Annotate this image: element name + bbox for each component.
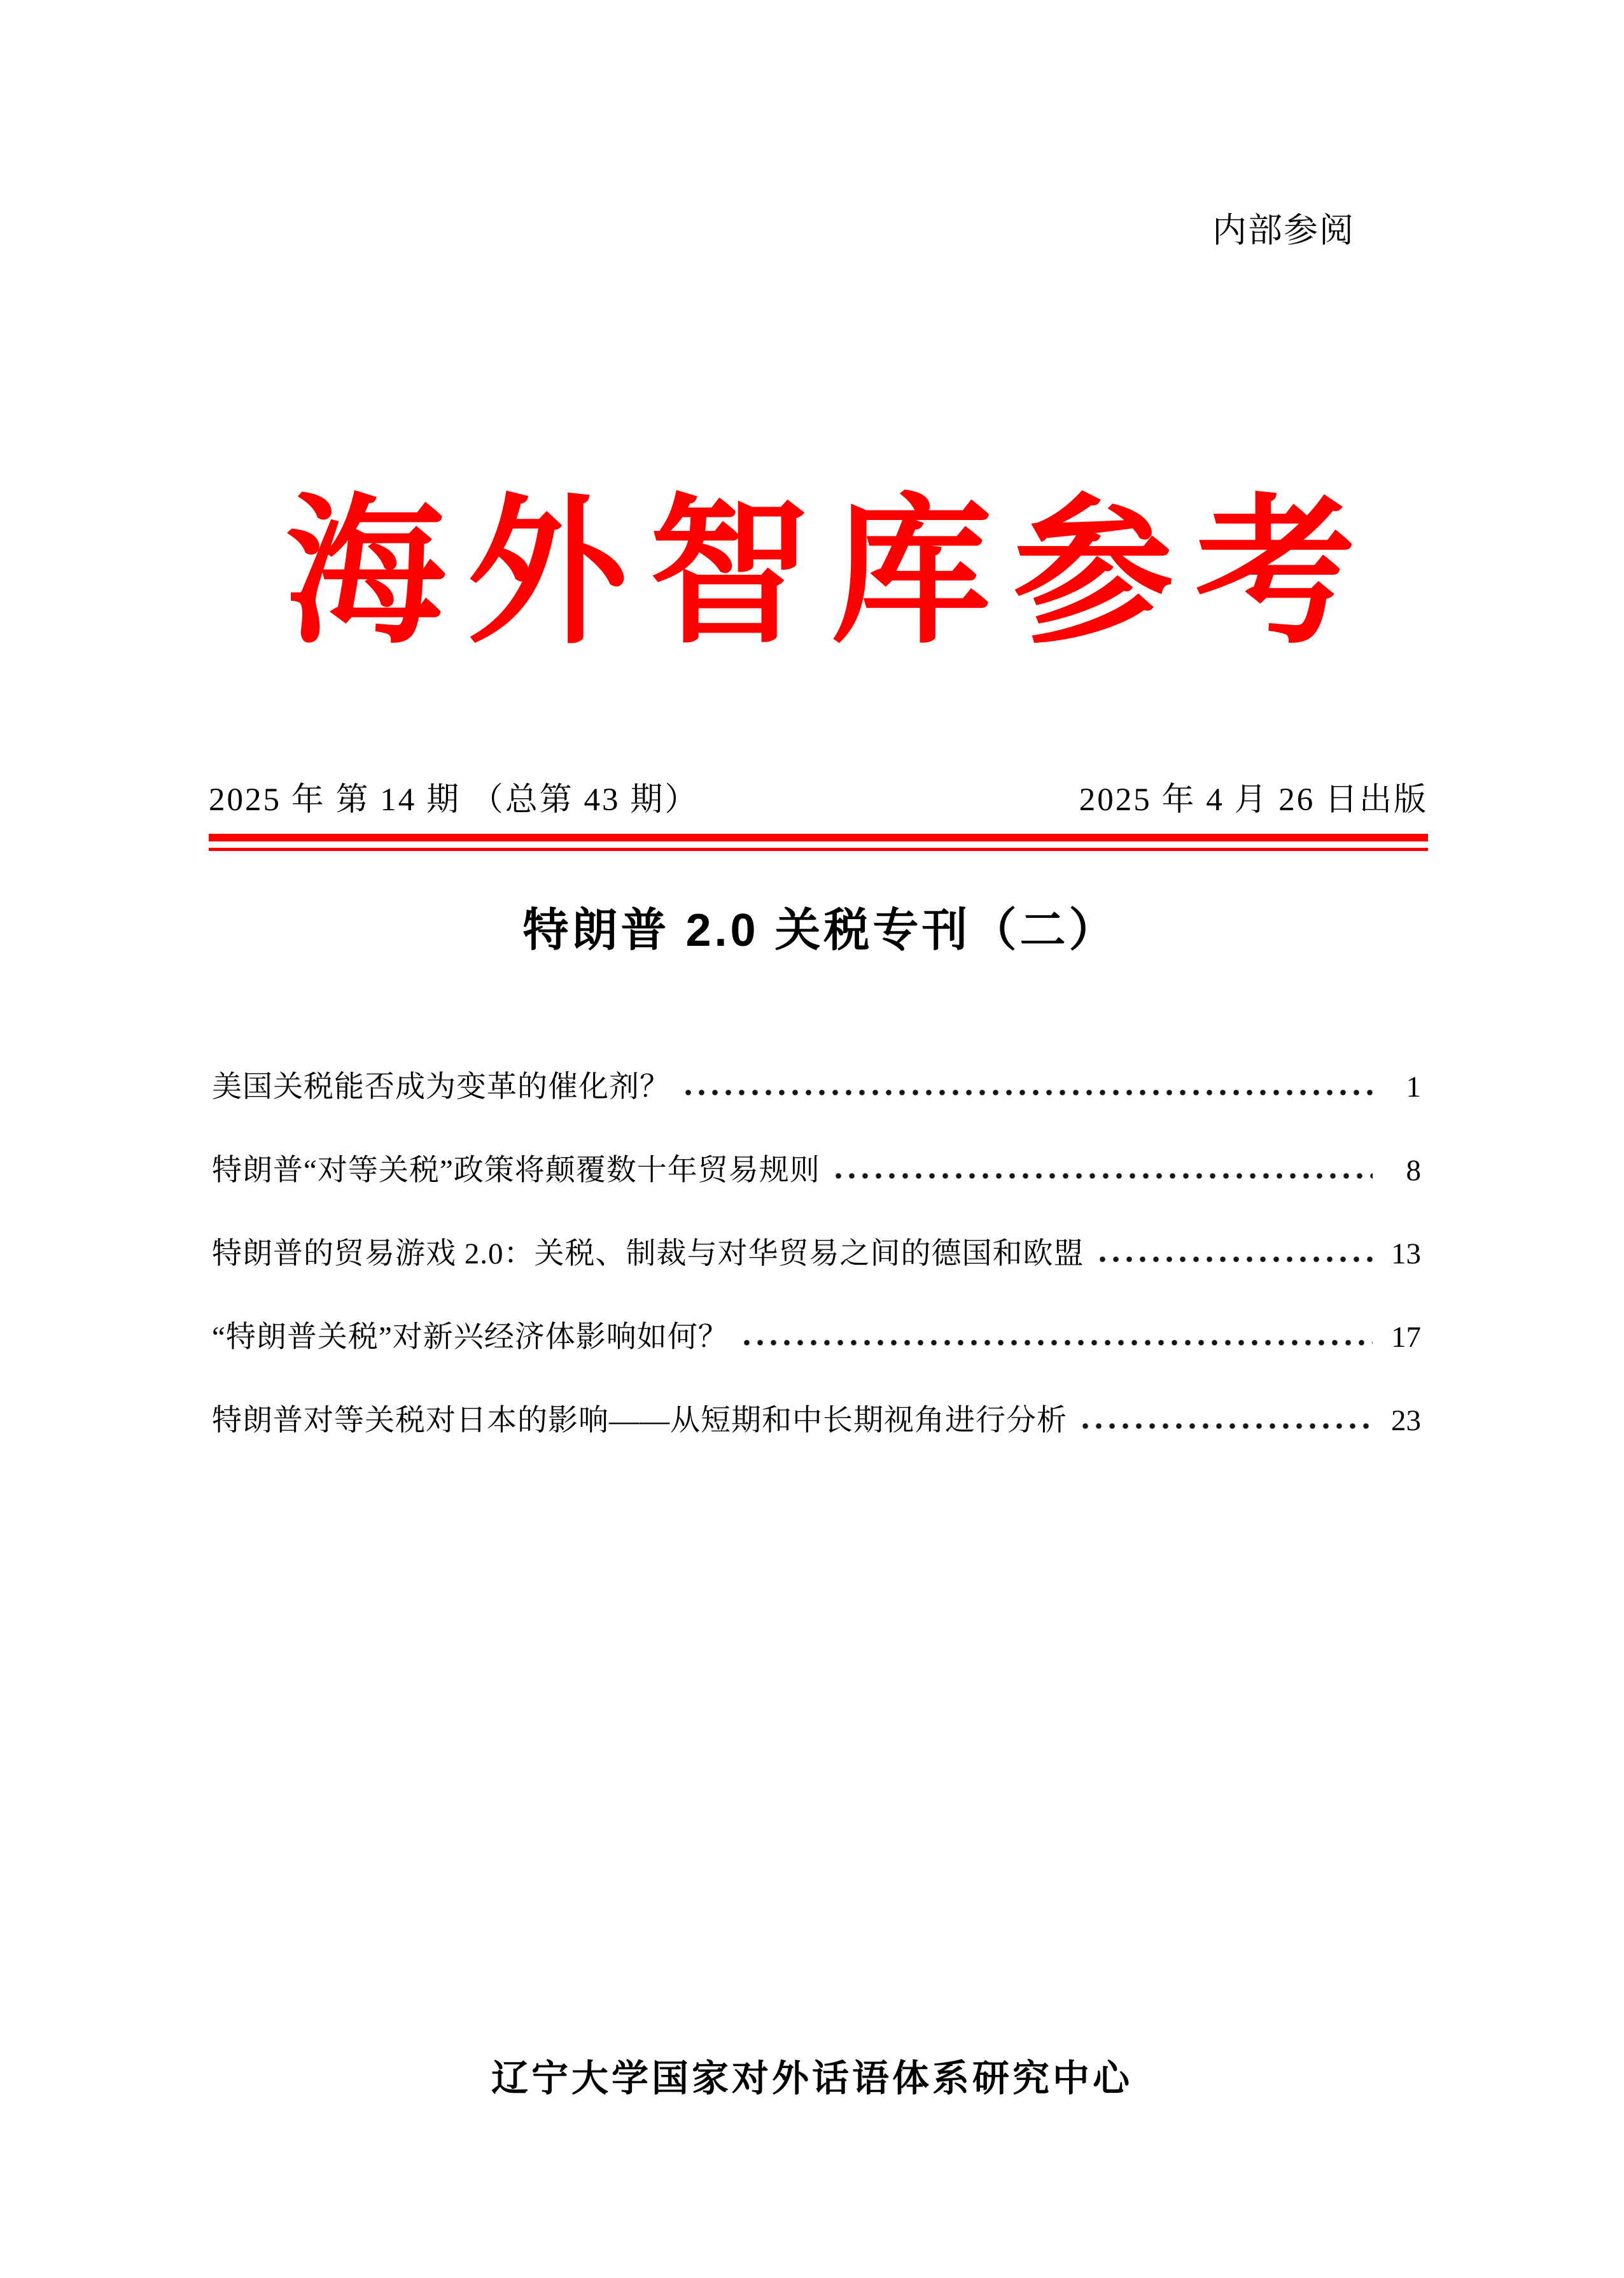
toc-dot-leader xyxy=(836,1159,1373,1191)
toc-item-page: 8 xyxy=(1406,1154,1421,1187)
toc-item-page: 23 xyxy=(1391,1404,1421,1437)
toc-item-title: 特朗普“对等关税”政策将颠覆数十年贸易规则 xyxy=(212,1154,820,1187)
toc-item-title: 美国关税能否成为变革的催化剂？ xyxy=(212,1071,670,1104)
toc-item-title: “特朗普关税”对新兴经济体影响如何？ xyxy=(212,1321,729,1354)
red-rule-thin xyxy=(209,848,1428,851)
toc-item xyxy=(212,1398,1421,1441)
toc-item-title: 特朗普的贸易游戏 2.0：关税、制裁与对华贸易之间的德国和欧盟 xyxy=(212,1237,1084,1270)
toc-dot-leader xyxy=(1100,1242,1373,1274)
red-rule-thick xyxy=(209,834,1428,841)
table-of-contents xyxy=(212,1064,1421,1481)
issue-info-row xyxy=(209,778,1428,822)
masthead-title: 海外智库参考 xyxy=(284,477,1377,666)
toc-item-page: 1 xyxy=(1406,1071,1421,1104)
toc-item xyxy=(212,1314,1421,1358)
publish-date: 2025 年 4 月 26 日出版 xyxy=(1079,782,1428,818)
toc-item-page: 13 xyxy=(1391,1237,1421,1270)
publisher-name: 辽宁大学国家对外话语体系研究中心 xyxy=(491,2058,1133,2099)
issue-number: 2025 年 第 14 期 （总第 43 期） xyxy=(209,782,699,818)
toc-item xyxy=(212,1064,1421,1107)
toc-dot-leader xyxy=(744,1326,1373,1358)
toc-dot-leader xyxy=(1082,1409,1373,1441)
toc-item xyxy=(212,1231,1421,1274)
special-issue-title: 特朗普 2.0 关税专刊（二） xyxy=(522,905,1118,956)
toc-item xyxy=(212,1148,1421,1191)
classification-label: 内部参阅 xyxy=(1212,211,1355,250)
toc-item-page: 17 xyxy=(1391,1321,1421,1354)
toc-dot-leader xyxy=(685,1076,1373,1107)
toc-item-title: 特朗普对等关税对日本的影响——从短期和中长期视角进行分析 xyxy=(212,1404,1067,1437)
